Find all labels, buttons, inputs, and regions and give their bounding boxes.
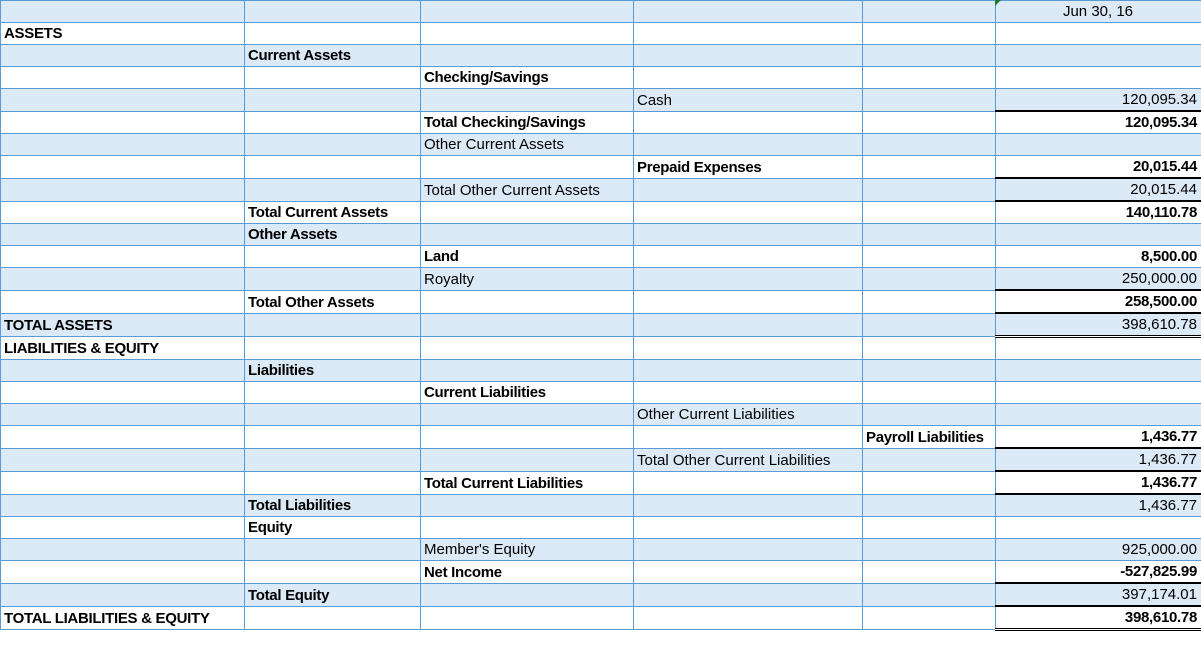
label-cell[interactable] <box>634 268 863 291</box>
label-cell[interactable] <box>863 67 996 89</box>
label-cell[interactable] <box>421 583 634 606</box>
label-cell[interactable]: Total Other Current Liabilities <box>634 448 863 471</box>
sheet-row <box>1 583 1201 606</box>
label-cell[interactable] <box>421 23 634 45</box>
label-cell[interactable] <box>863 337 996 360</box>
sheet-row <box>1 156 1201 179</box>
label-cell[interactable] <box>863 224 996 246</box>
sheet-row <box>1 178 1201 201</box>
label-cell[interactable] <box>245 89 421 112</box>
date-column-header[interactable]: Jun 30, 16 <box>996 1 1201 23</box>
amount-cell[interactable]: 250,000.00 <box>996 268 1201 291</box>
label-cell[interactable] <box>245 268 421 291</box>
label-cell[interactable] <box>421 1 634 23</box>
label-cell[interactable] <box>863 201 996 224</box>
label-cell[interactable]: Total Other Assets <box>245 290 421 313</box>
label-cell[interactable] <box>863 360 996 382</box>
label-cell[interactable] <box>634 111 863 134</box>
label-cell[interactable] <box>245 404 421 426</box>
label-cell[interactable] <box>634 606 863 630</box>
amount-cell[interactable] <box>996 23 1201 45</box>
sheet-row <box>1 45 1201 67</box>
amount-cell[interactable]: 120,095.34 <box>996 89 1201 112</box>
label-cell[interactable] <box>245 313 421 337</box>
label-cell[interactable] <box>245 246 421 268</box>
sheet-row <box>1 471 1201 494</box>
sheet-row <box>1 360 1201 382</box>
label-cell[interactable] <box>863 404 996 426</box>
label-cell[interactable]: Equity <box>245 517 421 539</box>
label-cell[interactable]: Current Assets <box>245 45 421 67</box>
label-cell[interactable] <box>245 67 421 89</box>
label-cell[interactable] <box>1 45 245 67</box>
amount-cell[interactable]: 398,610.78 <box>996 606 1201 630</box>
label-cell[interactable] <box>421 89 634 112</box>
label-cell[interactable] <box>245 448 421 471</box>
label-cell[interactable] <box>863 268 996 291</box>
label-cell[interactable] <box>1 178 245 201</box>
label-cell[interactable] <box>634 246 863 268</box>
label-cell[interactable]: Royalty <box>421 268 634 291</box>
label-cell[interactable] <box>421 224 634 246</box>
amount-cell[interactable]: 925,000.00 <box>996 539 1201 561</box>
label-cell[interactable]: TOTAL ASSETS <box>1 313 245 337</box>
label-cell[interactable]: Total Equity <box>245 583 421 606</box>
label-cell[interactable]: Land <box>421 246 634 268</box>
label-cell[interactable]: Cash <box>634 89 863 112</box>
label-cell[interactable] <box>1 561 245 584</box>
label-cell[interactable] <box>1 517 245 539</box>
sheet-row <box>1 404 1201 426</box>
label-cell[interactable]: Liabilities <box>245 360 421 382</box>
label-cell[interactable] <box>634 134 863 156</box>
sheet-row <box>1 67 1201 89</box>
label-cell[interactable] <box>421 201 634 224</box>
sheet-row <box>1 224 1201 246</box>
amount-cell[interactable] <box>996 224 1201 246</box>
label-cell[interactable] <box>1 360 245 382</box>
label-cell[interactable] <box>245 23 421 45</box>
label-cell[interactable] <box>863 23 996 45</box>
sheet-row <box>1 561 1201 584</box>
label-cell[interactable] <box>634 45 863 67</box>
label-cell[interactable]: LIABILITIES & EQUITY <box>1 337 245 360</box>
sheet-row <box>1 23 1201 45</box>
amount-cell[interactable]: 1,436.77 <box>996 494 1201 517</box>
label-cell[interactable] <box>863 290 996 313</box>
label-cell[interactable] <box>1 134 245 156</box>
label-cell[interactable] <box>634 201 863 224</box>
label-cell[interactable] <box>863 539 996 561</box>
label-cell[interactable] <box>245 111 421 134</box>
label-cell[interactable] <box>863 583 996 606</box>
sheet-row <box>1 290 1201 313</box>
label-cell[interactable] <box>863 606 996 630</box>
label-cell[interactable] <box>863 561 996 584</box>
sheet-row <box>1 448 1201 471</box>
label-cell[interactable] <box>1 404 245 426</box>
amount-cell[interactable]: -527,825.99 <box>996 561 1201 584</box>
sheet-row <box>1 246 1201 268</box>
amount-cell[interactable]: 1,436.77 <box>996 426 1201 449</box>
amount-cell[interactable] <box>996 337 1201 360</box>
amount-cell[interactable]: 20,015.44 <box>996 178 1201 201</box>
label-cell[interactable]: ASSETS <box>1 23 245 45</box>
label-cell[interactable]: Checking/Savings <box>421 67 634 89</box>
label-cell[interactable] <box>634 178 863 201</box>
label-cell[interactable] <box>421 337 634 360</box>
label-cell[interactable] <box>1 67 245 89</box>
label-cell[interactable] <box>421 448 634 471</box>
label-cell[interactable] <box>1 583 245 606</box>
label-cell[interactable] <box>863 448 996 471</box>
label-cell[interactable]: Payroll Liabilities <box>863 426 996 449</box>
amount-cell[interactable] <box>996 404 1201 426</box>
label-cell[interactable] <box>1 156 245 179</box>
label-cell[interactable] <box>245 1 421 23</box>
label-cell[interactable] <box>634 561 863 584</box>
label-cell[interactable] <box>863 471 996 494</box>
label-cell[interactable]: Total Current Liabilities <box>421 471 634 494</box>
label-cell[interactable] <box>1 201 245 224</box>
label-cell[interactable] <box>421 404 634 426</box>
label-cell[interactable] <box>634 517 863 539</box>
label-cell[interactable] <box>863 156 996 179</box>
label-cell[interactable] <box>421 156 634 179</box>
label-cell[interactable] <box>634 1 863 23</box>
label-cell[interactable]: TOTAL LIABILITIES & EQUITY <box>1 606 245 630</box>
amount-cell[interactable] <box>996 360 1201 382</box>
amount-cell[interactable] <box>996 382 1201 404</box>
balance-sheet-body <box>1 1 1201 630</box>
label-cell[interactable] <box>1 448 245 471</box>
sheet-row <box>1 313 1201 337</box>
amount-cell[interactable]: 1,436.77 <box>996 448 1201 471</box>
label-cell[interactable] <box>245 606 421 630</box>
label-cell[interactable] <box>421 494 634 517</box>
amount-cell[interactable]: 120,095.34 <box>996 111 1201 134</box>
sheet-row <box>1 1 1201 23</box>
label-cell[interactable] <box>1 539 245 561</box>
label-cell[interactable]: Net Income <box>421 561 634 584</box>
label-cell[interactable] <box>634 313 863 337</box>
label-cell[interactable] <box>1 426 245 449</box>
sheet-row <box>1 539 1201 561</box>
label-cell[interactable] <box>634 23 863 45</box>
label-cell[interactable] <box>1 290 245 313</box>
label-cell[interactable] <box>245 426 421 449</box>
label-cell[interactable] <box>634 494 863 517</box>
label-cell[interactable] <box>634 67 863 89</box>
label-cell[interactable] <box>421 45 634 67</box>
amount-cell[interactable] <box>996 517 1201 539</box>
label-cell[interactable] <box>634 471 863 494</box>
label-cell[interactable] <box>863 494 996 517</box>
label-cell[interactable]: Other Assets <box>245 224 421 246</box>
label-cell[interactable] <box>1 224 245 246</box>
cell-comment-marker <box>995 0 1001 6</box>
amount-cell[interactable]: 8,500.00 <box>996 246 1201 268</box>
sheet-row <box>1 201 1201 224</box>
label-cell[interactable] <box>245 178 421 201</box>
label-cell[interactable] <box>245 382 421 404</box>
label-cell[interactable] <box>863 178 996 201</box>
sheet-row <box>1 134 1201 156</box>
label-cell[interactable] <box>421 360 634 382</box>
label-cell[interactable]: Prepaid Expenses <box>634 156 863 179</box>
label-cell[interactable]: Member's Equity <box>421 539 634 561</box>
label-cell[interactable]: Total Liabilities <box>245 494 421 517</box>
label-cell[interactable] <box>863 246 996 268</box>
label-cell[interactable] <box>634 382 863 404</box>
amount-cell[interactable] <box>996 45 1201 67</box>
label-cell[interactable] <box>634 337 863 360</box>
label-cell[interactable]: Total Other Current Assets <box>421 178 634 201</box>
label-cell[interactable] <box>421 290 634 313</box>
sheet-row <box>1 382 1201 404</box>
sheet-row <box>1 494 1201 517</box>
label-cell[interactable] <box>1 111 245 134</box>
label-cell[interactable] <box>421 517 634 539</box>
label-cell[interactable] <box>634 583 863 606</box>
label-cell[interactable] <box>421 606 634 630</box>
label-cell[interactable] <box>863 89 996 112</box>
amount-cell[interactable]: 1,436.77 <box>996 471 1201 494</box>
label-cell[interactable] <box>634 290 863 313</box>
label-cell[interactable] <box>245 539 421 561</box>
label-cell[interactable] <box>634 224 863 246</box>
amount-cell[interactable]: 398,610.78 <box>996 313 1201 337</box>
sheet-row <box>1 517 1201 539</box>
label-cell[interactable]: Total Current Assets <box>245 201 421 224</box>
amount-cell[interactable]: 397,174.01 <box>996 583 1201 606</box>
label-cell[interactable] <box>863 1 996 23</box>
label-cell[interactable] <box>863 382 996 404</box>
label-cell[interactable] <box>245 471 421 494</box>
label-cell[interactable] <box>421 313 634 337</box>
label-cell[interactable] <box>634 360 863 382</box>
amount-cell[interactable] <box>996 67 1201 89</box>
sheet-row <box>1 337 1201 360</box>
label-cell[interactable] <box>634 539 863 561</box>
amount-cell[interactable]: 258,500.00 <box>996 290 1201 313</box>
label-cell[interactable] <box>863 45 996 67</box>
label-cell[interactable]: Total Checking/Savings <box>421 111 634 134</box>
label-cell[interactable] <box>421 426 634 449</box>
sheet-row <box>1 111 1201 134</box>
label-cell[interactable] <box>1 246 245 268</box>
sheet-row <box>1 426 1201 449</box>
label-cell[interactable] <box>863 313 996 337</box>
label-cell[interactable] <box>1 268 245 291</box>
label-cell[interactable] <box>634 426 863 449</box>
label-cell[interactable] <box>1 382 245 404</box>
label-cell[interactable] <box>245 337 421 360</box>
label-cell[interactable] <box>1 471 245 494</box>
sheet-row <box>1 89 1201 112</box>
label-cell[interactable] <box>245 561 421 584</box>
label-cell[interactable] <box>1 494 245 517</box>
sheet-row <box>1 606 1201 630</box>
label-cell[interactable] <box>1 1 245 23</box>
label-cell[interactable] <box>1 89 245 112</box>
amount-cell[interactable] <box>996 134 1201 156</box>
label-cell[interactable] <box>245 134 421 156</box>
amount-cell[interactable]: 20,015.44 <box>996 156 1201 179</box>
label-cell[interactable] <box>863 111 996 134</box>
amount-cell[interactable]: 140,110.78 <box>996 201 1201 224</box>
label-cell[interactable] <box>245 156 421 179</box>
sheet-row <box>1 268 1201 291</box>
label-cell[interactable] <box>863 517 996 539</box>
label-cell[interactable]: Current Liabilities <box>421 382 634 404</box>
label-cell[interactable]: Other Current Liabilities <box>634 404 863 426</box>
label-cell[interactable] <box>863 134 996 156</box>
label-cell[interactable]: Other Current Assets <box>421 134 634 156</box>
